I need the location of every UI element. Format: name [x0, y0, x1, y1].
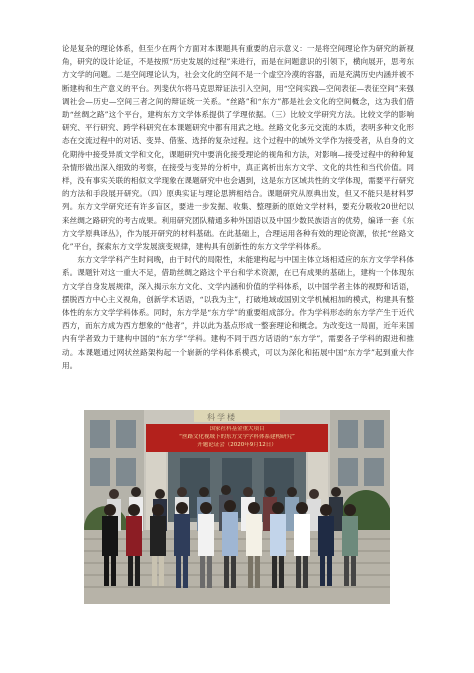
- banner-line-1: 国家社科基金重大项目: [209, 426, 265, 432]
- banner-line-2: “丝路文化视域下的东方文学学科体系建构研究”: [179, 434, 295, 440]
- body-text: [62, 42, 414, 372]
- group-photo: [84, 410, 390, 604]
- paragraph-continuation: 论是复杂的理论体系，但至少在两个方面对本课题具有重要的启示意义：一是将空间理论作为研究的新视角，研究的设计论证，不是按照“历史发展的过程”来进行，而是在问题意识的引领下，横向展开，思考东方文学的问题。二是空间理论认为，社会文化的空间不是一个虚空冷漠的容器，而是充满历史内涵并被不断建构和生产意义的平台。列斐伏尔将马克思辩证法引入空间，用“空间实践—空间表征—表征空间”来强调社会—历史—空间三者之间的辩证统一关系。“丝路”和“东方”都是社会文化的空间概念，这为我们借助“丝绸之路”这个平台，建构东方文学体系提供了学理依据。（三）比较文学研究方法。比较文学的影响研究、平行研究、跨学科研究在本课题研究中都有用武之地。丝路文化多元交流的本质，表明多种文化形态在交流过程中的对话、变异、借鉴、选择的复杂过程。这个过程中的域外文学作为接受者，从自身的文化期待中接受异质文学和文化，课题研究中要消化接受理论的视角和方法，对影响—接受过程中的种种复杂情形做出深入细致的考察，在接受与变异的分析中，真正离析出东方文学、文化的共性和当代价值。同样，没有事实关联的相似文学现象在课题研究中也会遇到，这是东方区域共性的文学体现，需要平行研究的方法和手段展开研究。（四）原典实证与理论思辨相结合。课题研究从原典出发，但又不能只是材料罗列。东方文学研究还有许多盲区，要进一步发掘、收集、整理新的原始文学材料，要充分吸收20世纪以来丝绸之路研究的考古成果。利用研究团队精通多种外国语以及中国少数民族语言的优势，编译一套《东方文学原典译丛》，作为展开研究的材料基础。在此基础上，合理运用各种有效的理论资源，依托“丝路文化”平台，探索东方文学发展演变规律，建构具有创新性的东方文学学科体系。: [62, 44, 414, 252]
- banner-line-3: 开题论证会（2020年9月12日）: [197, 442, 277, 448]
- paragraph-discipline: 东方文学学科产生时间晚，由于时代的局限性，未能建构起与中国主体立场相适应的东方文学学科体系。课题针对这一重大不足，借助丝绸之路这个平台和学术资源，在已有成果的基础上，建构一个体现东方文学自身发展规律，深入揭示东方文化、文学内涵和价值的学科体系，以中国学者主体的视野和话语，摆脱西方中心主义视角，创新学术话语，“以我为主”，打破地域或国别文学机械相加的模式，构建具有整体性的东方文学学科体系。同时，东方学是“东方学”的重要组成部分。作为学科形态的东方学产生于近代西方，而东方成为西方想象的“他者”，并以此为基点形成一整套理论和概念。为改变这一局面，近年来国内有学者致力于建构中国的“东方学”学科。建构不同于西方话语的“东方学”，需要各子学科的跟进和推动。本课题通过网状丝路架构起一个崭新的学科体系模式，可以为深化和拓展中国“东方学”起到重大作用。: [62, 255, 414, 370]
- building-sign: 科学楼: [207, 413, 237, 422]
